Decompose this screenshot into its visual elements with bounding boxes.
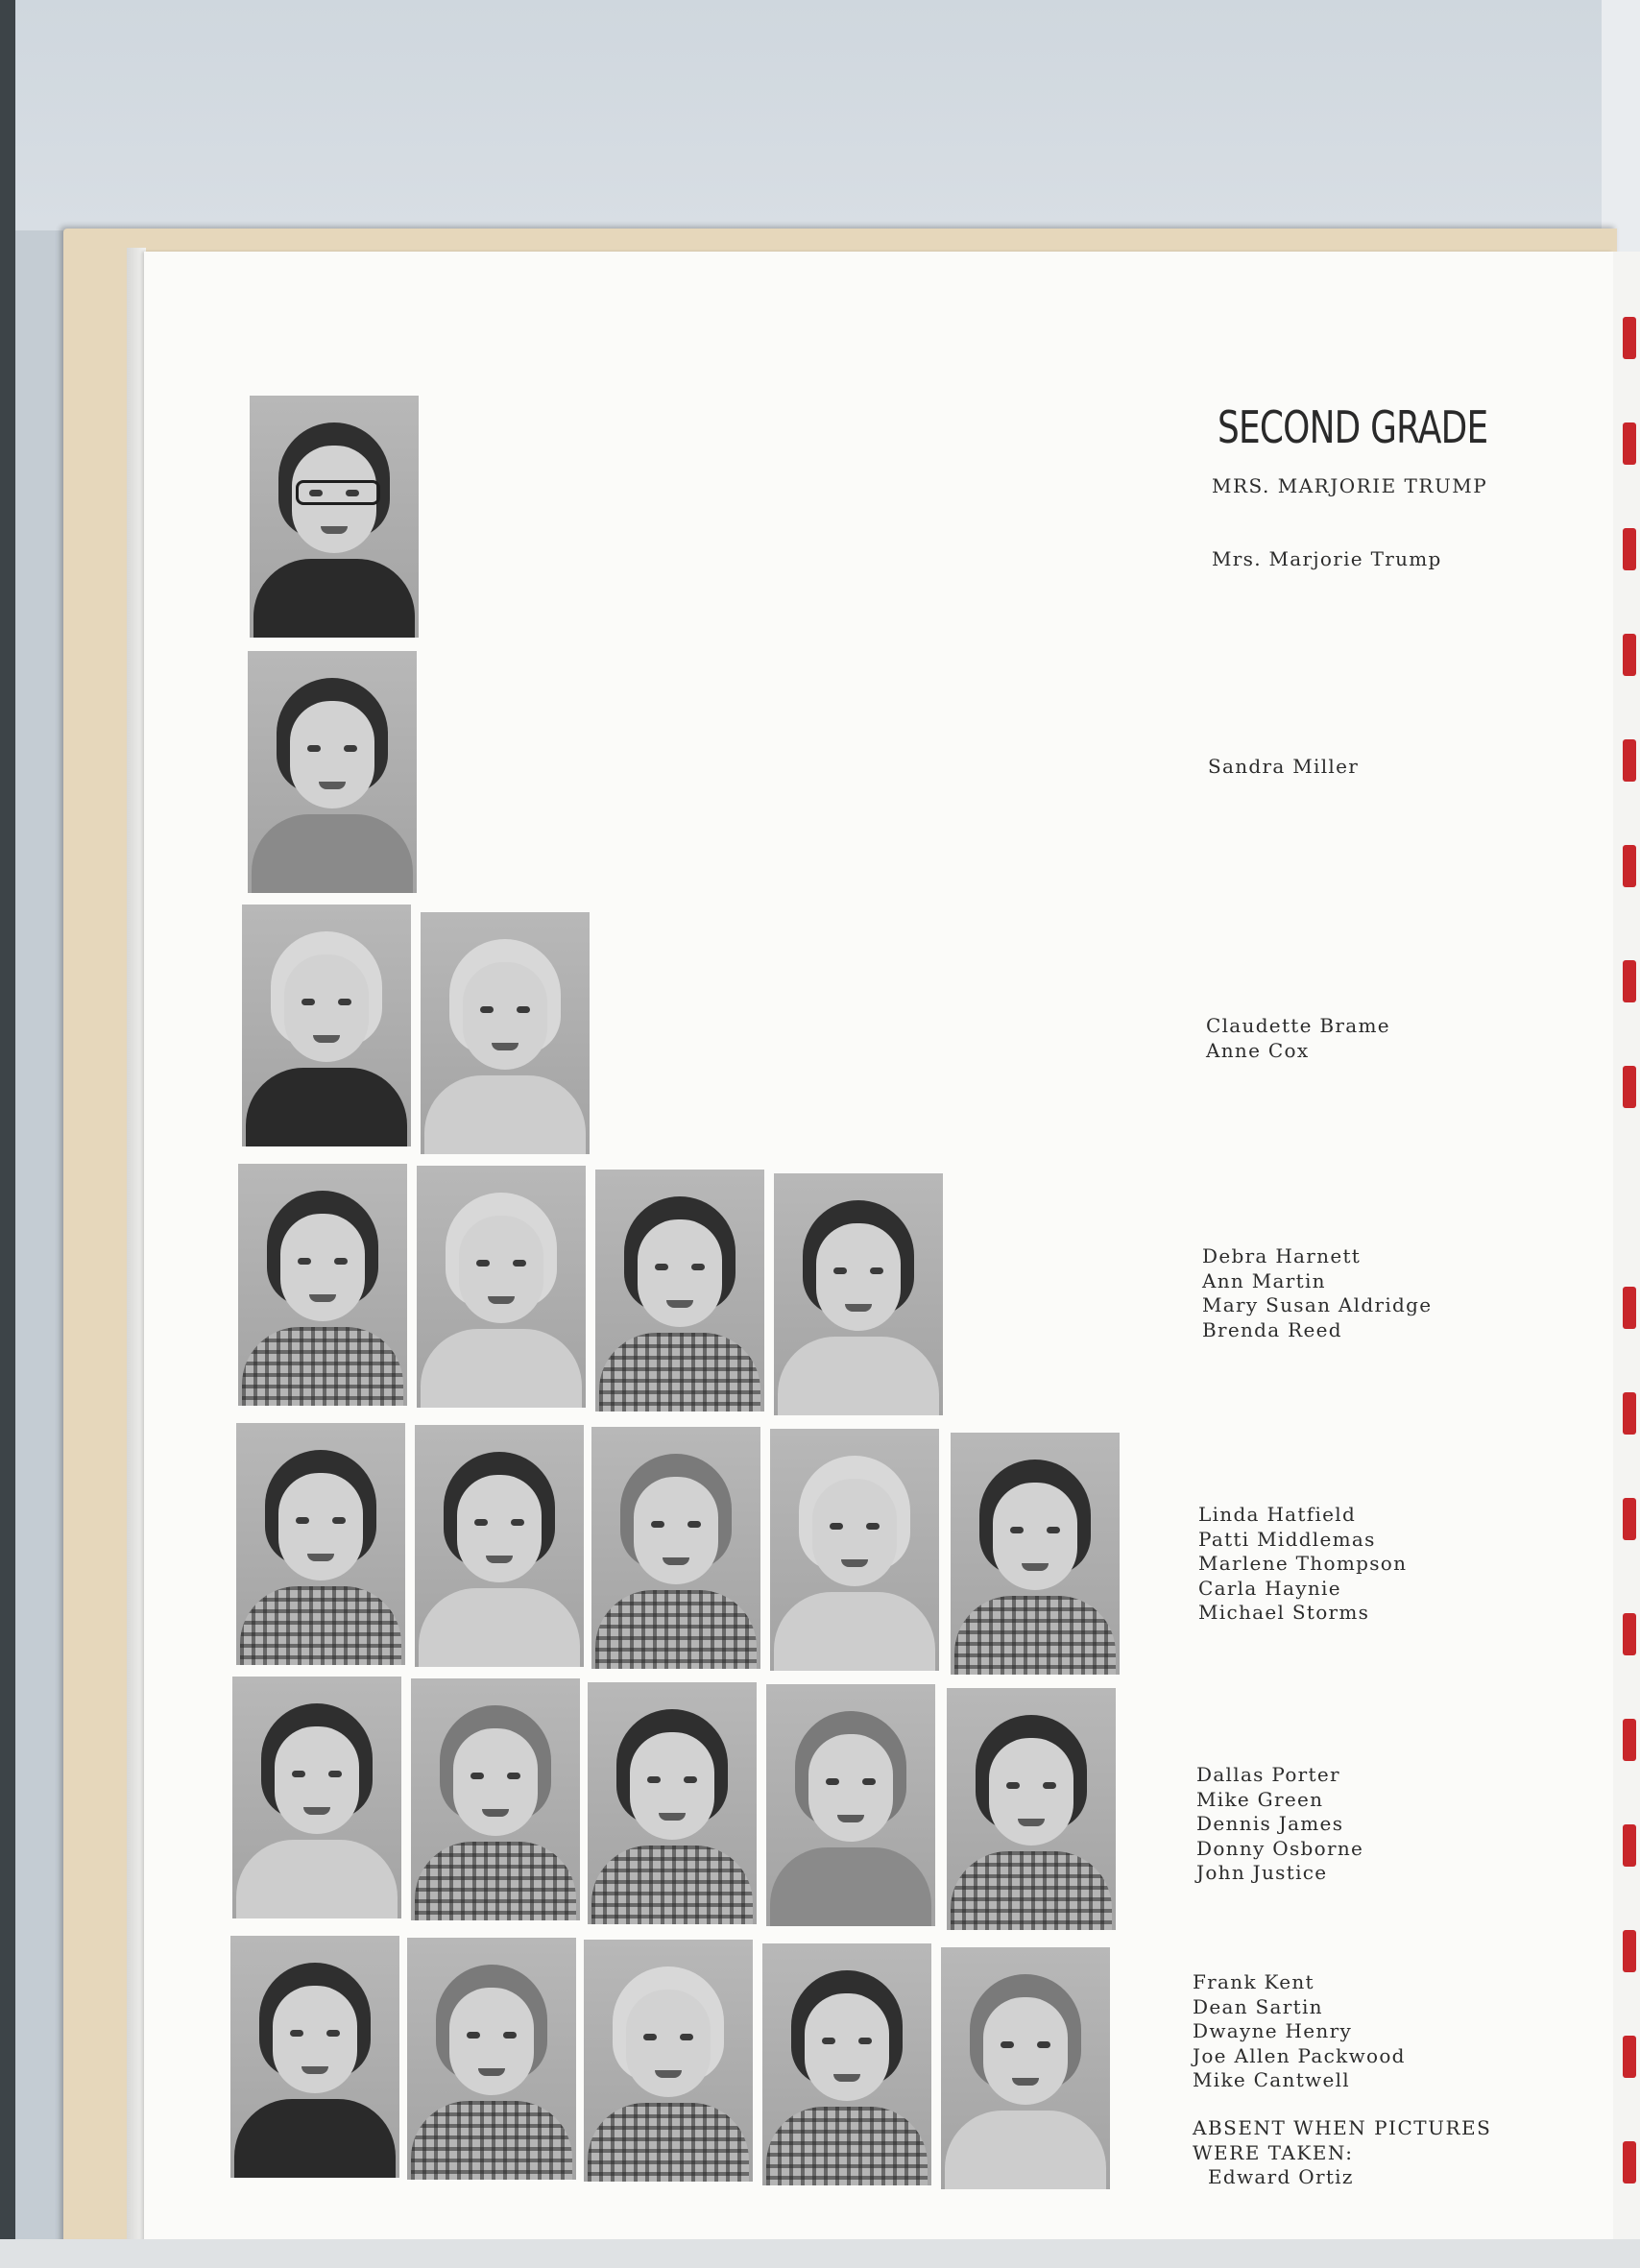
binder-ring [1623,317,1636,359]
student-name: John Justice [1196,1861,1328,1884]
portrait-photo [407,1938,576,2180]
portrait-photo [421,912,590,1154]
binder-page-stack [127,248,146,2268]
portrait-photo [762,1943,931,2185]
background-left-edge [0,0,15,2268]
portrait-photo [591,1427,760,1669]
portrait-photo [951,1433,1120,1675]
portrait-photo [770,1429,939,1671]
student-name: Ann Martin [1202,1268,1326,1292]
student-name: Dwayne Henry [1193,2019,1353,2042]
portrait-photo [588,1682,757,1924]
binder-ring [1623,422,1636,465]
binder-ring [1623,1498,1636,1540]
student-name: Mary Susan Aldridge [1202,1293,1433,1316]
binder-ring [1623,1719,1636,1761]
name-list-row-7 [1193,1970,1406,2093]
background-top [0,0,1640,230]
student-name: Frank Kent [1193,1970,1314,1993]
binder-ring [1623,1930,1636,1972]
name-list-row-6 [1196,1763,1363,1886]
absent-student-name: Edward Ortiz [1208,2165,1354,2188]
absent-heading-line-1: ABSENT WHEN PICTURES [1193,2116,1492,2139]
absent-heading-line-2: WERE TAKEN: [1193,2140,1354,2164]
binder-ring [1623,1613,1636,1655]
student-name: Carla Haynie [1198,1576,1341,1600]
binder-ring [1623,1287,1636,1329]
portrait-photo [766,1684,935,1926]
portrait-photo [236,1423,405,1665]
portrait-photo [947,1688,1116,1930]
portrait-photo [417,1166,586,1408]
student-name: Marlene Thompson [1198,1552,1408,1575]
binder-ring [1623,739,1636,782]
portrait-photo [230,1936,399,2178]
name-list-row-1 [1212,547,1442,572]
student-name: Mrs. Marjorie Trump [1212,547,1442,570]
teacher-heading: MRS. MARJORIE TRUMP [1212,474,1488,497]
page-title: SECOND GRADE [1218,401,1488,453]
binder-ring [1623,845,1636,887]
student-name: Joe Allen Packwood [1193,2043,1406,2067]
binder-ring [1623,1824,1636,1867]
binder-ring [1623,2036,1636,2078]
portrait-photo [941,1947,1110,2189]
student-name: Dallas Porter [1196,1763,1340,1786]
binder-ring [1623,1066,1636,1108]
portrait-photo [774,1173,943,1415]
student-name: Dean Sartin [1193,1994,1323,2018]
student-name: Mike Green [1196,1787,1324,1811]
portrait-photo [595,1170,764,1411]
portrait-photo [232,1677,401,1918]
student-name: Claudette Brame [1206,1014,1390,1037]
portrait-photo [411,1678,580,1920]
binder-ring [1623,528,1636,570]
binder-ring [1623,634,1636,676]
binder-ring [1623,2141,1636,2184]
student-name: Brenda Reed [1202,1317,1342,1341]
background-bottom [0,2239,1640,2268]
name-list-row-5 [1198,1503,1407,1626]
student-name: Patti Middlemas [1198,1527,1376,1551]
portrait-photo [415,1425,584,1667]
portrait-photo [250,396,419,638]
student-name: Sandra Miller [1208,755,1360,778]
student-name: Michael Storms [1198,1601,1370,1624]
portrait-photo [238,1164,407,1406]
portrait-photo [242,905,411,1146]
absent-heading [1193,2116,1491,2165]
student-name: Donny Osborne [1196,1836,1364,1860]
student-name: Linda Hatfield [1198,1503,1357,1526]
student-name: Dennis James [1196,1812,1344,1835]
student-name: Mike Cantwell [1193,2068,1350,2091]
name-list-row-2 [1208,755,1359,780]
student-name: Debra Harnett [1202,1244,1362,1267]
portrait-photo [248,651,417,893]
name-list-row-4 [1202,1244,1432,1342]
name-list-row-3 [1206,1014,1390,1063]
binder-ring [1623,1392,1636,1435]
portrait-photo [584,1940,753,2182]
binder-ring [1623,960,1636,1002]
student-name: Anne Cox [1206,1038,1310,1062]
